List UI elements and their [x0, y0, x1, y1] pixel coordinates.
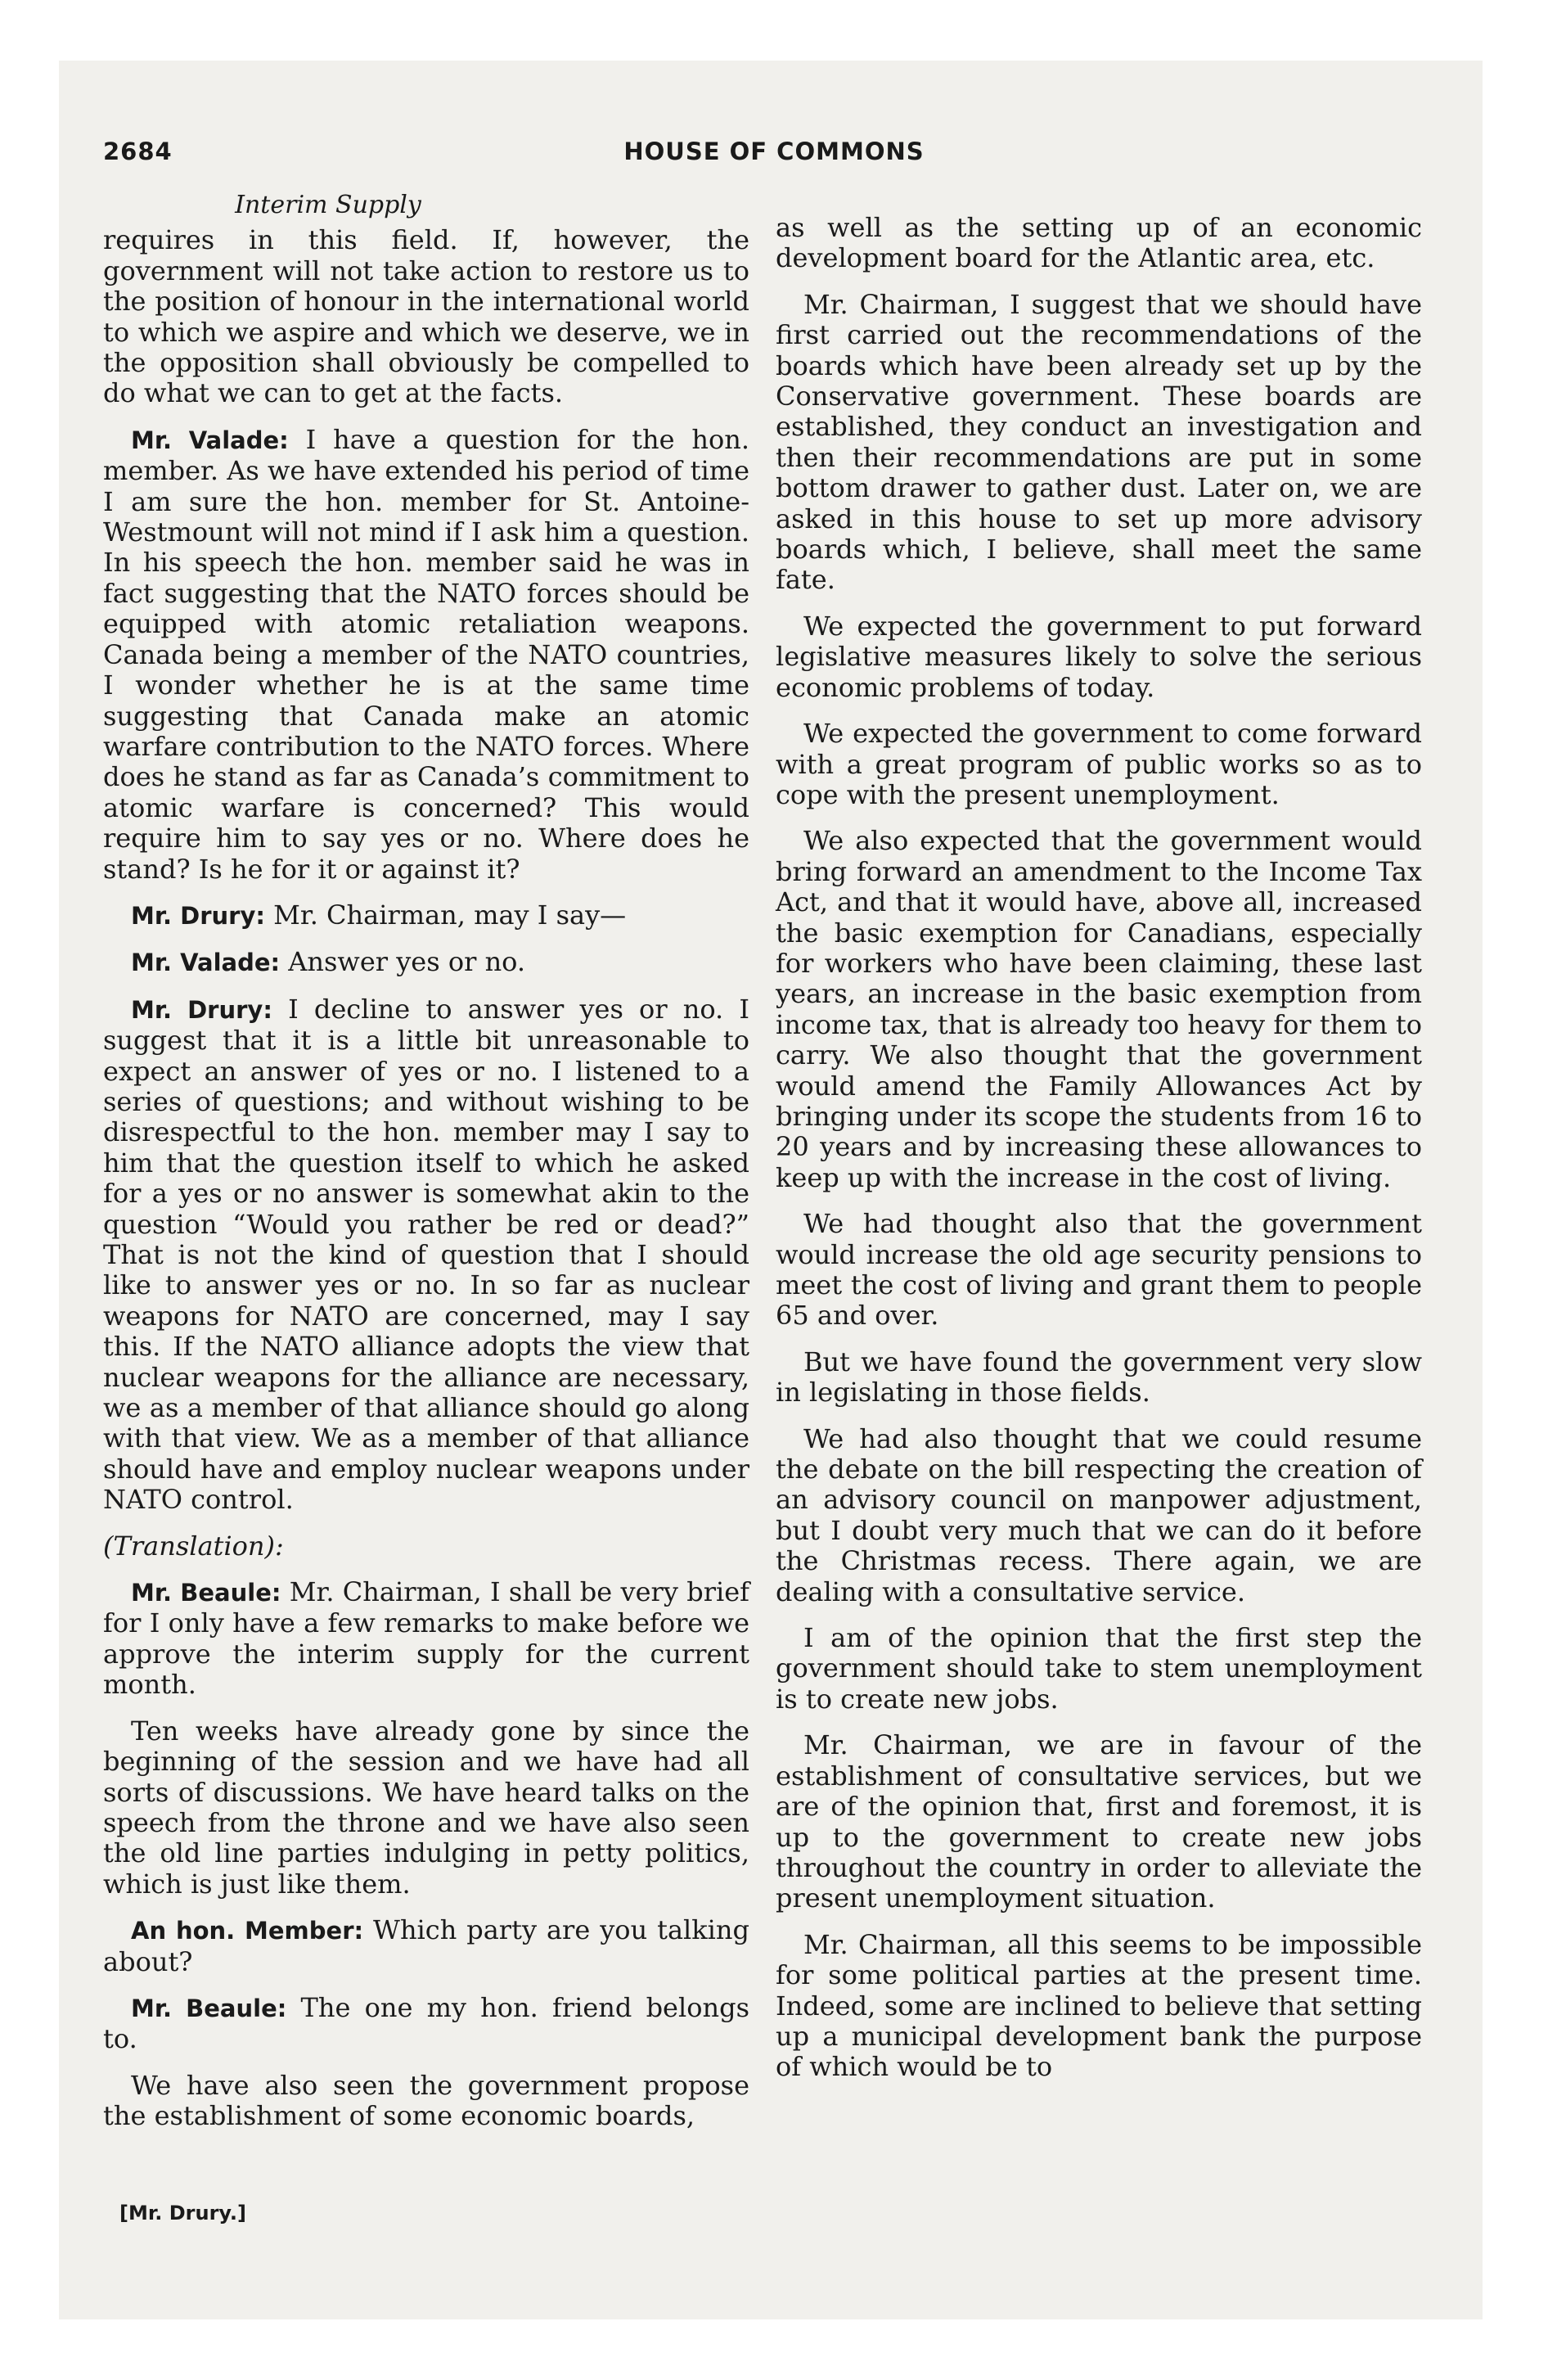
paragraph [776, 1209, 1422, 1332]
page-number: 2684 [103, 137, 173, 165]
paragraph [103, 2071, 749, 2132]
paragraph [103, 425, 749, 885]
paragraph-text: I have a question for the hon. member. As we have extended his period of time I am sure the hon. member for St. Antoine-Westmount will not mind if I ask him a question. In his speech the hon. member said he was in fact suggesting that the NATO forces should be equipped with atomic retaliation weapons. Canada being a member of the NATO countries, I wonder whether he is at the same time suggesting that Canada make an atomic warfare contribution to the NATO forces. Where does he stand as far as Canada’s commitment to atomic warfare is concerned? This would require him to say yes or no. Where does he stand? Is he for it or against it? [103, 423, 749, 885]
paragraph-text: We have also seen the government propose the establishment of some economic boards, [103, 2069, 749, 2132]
paragraph [103, 1577, 749, 1701]
paragraph [103, 225, 749, 408]
paragraph-text: Mr. Chairman, I suggest that we should have first carried out the recommendations of the boards which have been already set up by the Conservative government. These boards are established, they conduct an investigation and then their recommendations are put in some bottom drawer to gather dust. Later on, we are asked in this house to set up more advisory boards which, I believe, shall meet the same fate. [776, 288, 1422, 596]
paragraph [776, 1730, 1422, 1913]
paragraph [776, 290, 1422, 596]
paragraph-text: Answer yes or no. [288, 946, 526, 978]
speaker-name: Mr. Valade: [131, 949, 281, 977]
paragraph [103, 1716, 749, 1900]
paragraph [103, 947, 749, 978]
speaker-name: Mr. Drury: [131, 995, 272, 1024]
paragraph-text: Mr. Chairman, I shall be very brief for I only have a few remarks to make before we approve the interim supply for the current month. [103, 1576, 749, 1701]
paragraph-text: The one my hon. friend belongs to. [103, 1991, 749, 2055]
paragraph-text: Which party are you talking about? [103, 1914, 749, 1977]
paragraph [103, 900, 749, 931]
paragraph [103, 1915, 749, 1977]
paragraph-text: requires in this field. If, however, the government will not take action to restore us to the position of honour in the international world to which we aspire and which we deserve, we in the opposition shall obviously be compelled to do what we can to get at the facts. [103, 224, 749, 409]
right-column [776, 213, 1422, 2098]
paragraph-text: But we have found the government very slow in legislating in those fields. [776, 1346, 1422, 1409]
paragraph-text: I am of the opinion that the first step the government should take to stem unemployment is to create new jobs. [776, 1622, 1422, 1715]
paragraph [776, 1930, 1422, 2083]
paragraph-text: I decline to answer yes or no. I suggest that it is a little bit unreasonable to expect an answer of yes or no. I listened to a series of questions; and without wishing to be disrespectful to the hon. member may I say to him that the question itself to which he asked for a yes or no answer is somewhat akin to the question “Would you rather be red or dead?” That is not the kind of question that I should like to answer yes or no. In so far as nuclear weapons for NATO are concerned, may I say this. If the NATO alliance adopts the view that nuclear weapons for the alliance are necessary, we as a member of that alliance should go along with that view. We as a member of that alliance should have and employ nuclear weapons under NATO control. [103, 993, 750, 1516]
paragraph-text: We had thought also that the government would increase the old age security pensions to meet the cost of living and grant them to people 65 and over. [776, 1208, 1422, 1332]
running-head: HOUSE OF COMMONS [623, 137, 925, 165]
paragraph-text: We expected the government to come forward with a great program of public works so as to cope with the present unemployment. [776, 718, 1422, 810]
speaker-name: Mr. Valade: [131, 426, 289, 454]
paragraph [776, 826, 1422, 1193]
speaker-name: Mr. Beaule: [131, 1994, 287, 2022]
paragraph-text: Ten weeks have already gone by since the beginning of the session and we have had all sorts of discussions. We have heard talks on the speech from the throne and we have also seen the old line parties indulging in petty politics, which is just like them. [103, 1715, 749, 1900]
paragraph [776, 719, 1422, 810]
paragraph-text: as well as the setting up of an economic development board for the Atlantic area, etc. [776, 212, 1422, 274]
left-column [103, 190, 749, 2148]
paragraph-text: We had also thought that we could resume the debate on the bill respecting the creation of an advisory council on manpower adjustment, but I doubt very much that we can do it before the Christmas recess. There again, we are dealing with a consultative service. [776, 1422, 1422, 1607]
paragraph-text: Mr. Chairman, may I say— [273, 899, 627, 931]
paragraph [103, 1993, 749, 2055]
speaker-name: Mr. Drury: [131, 901, 265, 930]
paragraph [776, 1623, 1422, 1715]
section-subtitle: Interim Supply [235, 191, 421, 219]
left-paragraphs [103, 225, 749, 2131]
paragraph [103, 994, 749, 1516]
paragraph [103, 1531, 749, 1562]
paragraph-text: We expected the government to put forward legislative measures likely to solve the serious economic problems of today. [776, 610, 1422, 703]
right-paragraphs [776, 213, 1422, 2083]
paragraph [776, 213, 1422, 274]
paragraph-text: Mr. Chairman, all this seems to be impossible for some political parties at the present time. Indeed, some are inclined to believe that setting up a municipal development bank the purpose of which would be to [776, 1928, 1422, 2083]
paragraph-text: (Translation): [103, 1530, 284, 1562]
speaker-name: Mr. Beaule: [131, 1579, 281, 1607]
paragraph [776, 611, 1422, 703]
speaker-name: An hon. Member: [131, 1917, 364, 1945]
paragraph-text: We also expected that the government would bring forward an amendment to the Income Tax Act, and that it would have, above all, increased the basic exemption for Canadians, especially for workers who have been claiming, these last years, an increase in the basic exemption from income tax, that is already too heavy for them to carry. We also thought that the government would amend the Family Allowances Act by bringing under its scope the students from 16 to 20 years and by increasing these allowances to keep up with the increase in the cost of living. [776, 825, 1422, 1193]
paragraph [776, 1347, 1422, 1409]
paragraph [776, 1424, 1422, 1607]
footer-reference: [Mr. Drury.] [119, 2202, 246, 2224]
paragraph-text: Mr. Chairman, we are in favour of the establishment of consultative services, but we are of the opinion that, first and foremost, it is up to the government to create new jobs throughout the country in order to alleviate the present unemployment situation. [776, 1729, 1422, 1914]
